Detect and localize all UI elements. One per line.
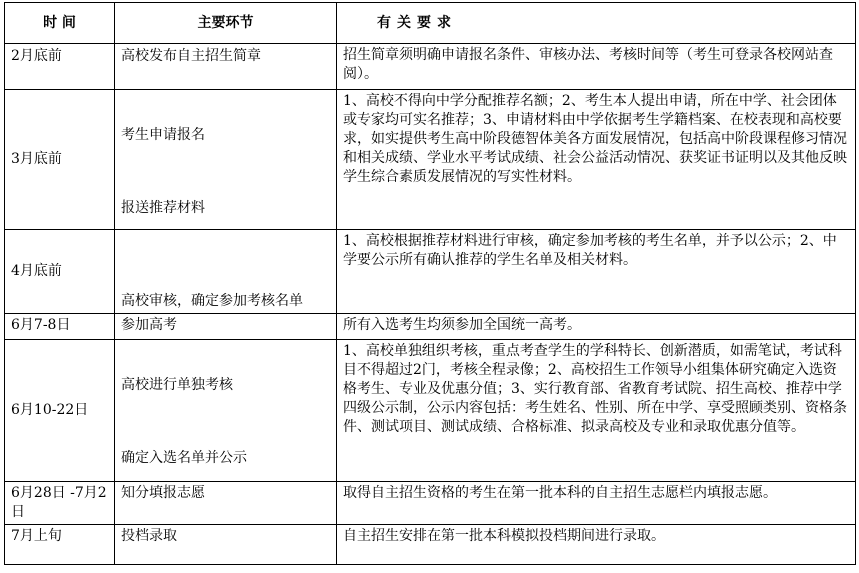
table-row	[5, 230, 856, 314]
stage-label-apply: 考生申请报名	[121, 127, 205, 143]
table-row	[5, 314, 856, 340]
stage-cell: 参加高考	[115, 314, 337, 340]
header-stage: 主要环节	[115, 3, 337, 44]
requirement-cell: 1、高校不得向中学分配推荐名额；2、考生本人提出申请，所在中学、社会团体或专家均可实名推荐；3、申请材料由中学依据考生学籍档案、在校表现和高校要求，如实提供考生高中阶段德智体美各方面发展情况，包括高中阶段课程修习情况和相关成绩、学业水平考试成绩、社会公益活动情况、获奖证书证明以及其他反映学生综合素质发展情况的写实性材料。	[337, 90, 856, 230]
table-row	[5, 482, 856, 525]
stage-label-submit: 报送推荐材料	[121, 200, 205, 216]
time-cell: 2月底前	[5, 44, 115, 90]
requirement-cell: 所有入选考生均须参加全国统一高考。	[337, 314, 856, 340]
time-cell: 3月底前	[5, 90, 115, 230]
time-cell: 6月28日 -7月2日	[5, 482, 115, 525]
admission-schedule-table	[4, 2, 856, 565]
stage-cell	[115, 340, 337, 482]
header-time: 时 间	[5, 3, 115, 44]
time-cell: 6月7-8日	[5, 314, 115, 340]
requirement-cell: 自主招生安排在第一批本科模拟投档期间进行录取。	[337, 525, 856, 565]
stage-cell	[115, 90, 337, 230]
time-cell: 4月底前	[5, 230, 115, 314]
stage-cell: 投档录取	[115, 525, 337, 565]
requirement-cell: 招生简章须明确申请报名条件、审核办法、考核时间等（考生可登录各校网站查阅）。	[337, 44, 856, 90]
requirement-cell: 取得自主招生资格的考生在第一批本科的自主招生志愿栏内填报志愿。	[337, 482, 856, 525]
stage-cell: 知分填报志愿	[115, 482, 337, 525]
table-row	[5, 525, 856, 565]
stage-label-exam: 高校进行单独考核	[121, 377, 233, 393]
requirement-cell: 1、高校单独组织考核，重点考查学生的学科特长、创新潜质，如需笔试，考试科目不得超过2门，考核全程录像；2、高校招生工作领导小组集体研究确定入选资格考生、专业及优惠分值；3、实行教育部、省教育考试院、招生高校、推荐中学四级公示制，公示内容包括：考生姓名、性别、所在中学、享受照顾类别、资格条件、测试项目、测试成绩、合格标准、拟录高校及专业和录取优惠分值等。	[337, 340, 856, 482]
time-cell: 7月上旬	[5, 525, 115, 565]
stage-cell: 高校审核，确定参加考核名单	[115, 230, 337, 314]
header-requirements: 有关要求	[337, 3, 856, 44]
table-row	[5, 90, 856, 230]
requirement-cell: 1、高校根据推荐材料进行审核，确定参加考核的考生名单，并予以公示；2、中学要公示所有确认推荐的学生名单及相关材料。	[337, 230, 856, 314]
table-row	[5, 44, 856, 90]
stage-cell: 高校发布自主招生简章	[115, 44, 337, 90]
header-row	[5, 3, 856, 44]
stage-label-publish: 确定入选名单并公示	[121, 450, 247, 466]
time-cell: 6月10-22日	[5, 340, 115, 482]
table-row	[5, 340, 856, 482]
